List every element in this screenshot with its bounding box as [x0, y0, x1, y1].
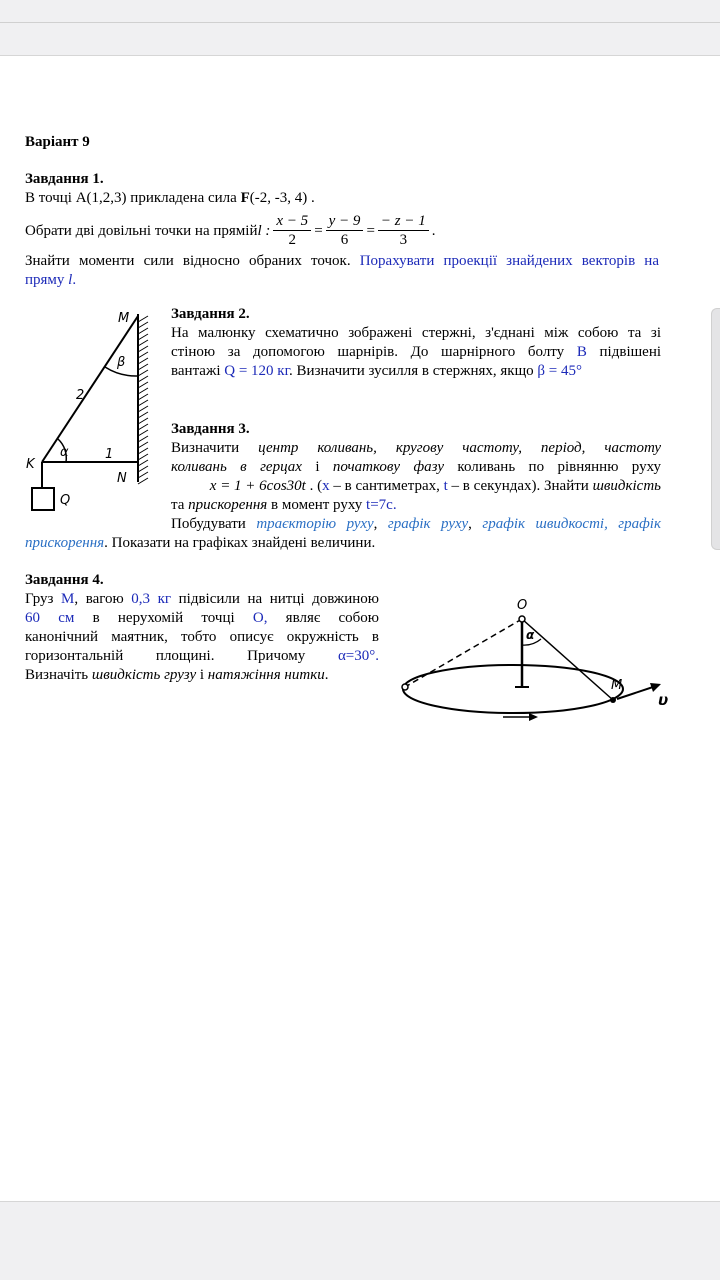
fraction-y: [326, 213, 364, 250]
bolt-label: B: [576, 344, 587, 360]
task4-text: Груз: [25, 591, 62, 607]
task4-line2: [25, 609, 379, 628]
task3-text: коливань по рівнянню руху: [457, 459, 662, 475]
pivot-o: [519, 616, 525, 622]
period: .: [431, 222, 436, 239]
label-v: υ: [658, 691, 669, 709]
hatch-line: [138, 472, 148, 478]
variable-x: x: [322, 478, 330, 494]
task4-text: площині.: [155, 648, 215, 664]
label-m: M: [611, 678, 623, 693]
hatch-line: [138, 358, 148, 364]
task2-line2: [171, 343, 661, 362]
point-label: O,: [252, 610, 268, 626]
task3-line5: [171, 515, 661, 534]
task3-link-term: графік руху: [387, 516, 469, 532]
rod-diagram: [20, 304, 160, 516]
mass-label: M: [61, 591, 75, 607]
document-page: [0, 55, 720, 1202]
task1-text: Обрати дві довільні точки на прямій: [25, 222, 258, 239]
task2-title: Завдання 2.: [171, 306, 250, 322]
task4-text: Визначіть: [25, 667, 92, 683]
task3-title: Завдання 3.: [171, 421, 250, 437]
label-o: O: [517, 598, 528, 613]
hatch-line: [138, 346, 148, 352]
hatch-line: [138, 460, 148, 466]
fraction-denominator: 3: [399, 231, 408, 248]
task1-line4: [25, 271, 76, 290]
task1-text: В точці A(1,2,3) прикладена сила: [25, 190, 241, 206]
fraction-numerator: y − 9: [326, 213, 364, 231]
beta-value: β = 45°: [537, 363, 582, 379]
fraction-z: [378, 213, 429, 250]
task3-term: період,: [540, 440, 586, 456]
task3-term: початкову фазу: [332, 459, 445, 475]
label-m: M: [118, 311, 130, 326]
direction-arrowhead: [529, 713, 538, 721]
hatch-line: [138, 322, 148, 328]
label-rod-2: 2: [76, 388, 85, 403]
mass-m: [610, 697, 616, 703]
task3-term: кругову частоту,: [395, 440, 522, 456]
hatch-line: [138, 454, 148, 460]
task3-text: Побудувати: [171, 516, 257, 532]
task4-text: , вагою: [74, 591, 132, 607]
task2-line1: На малюнку схематично зображені стержні, з'єднані між собою та зі: [171, 325, 661, 341]
task1-line2: [25, 208, 436, 254]
thread: [522, 619, 613, 700]
task3-text: і: [315, 459, 320, 475]
task3-text: в момент руху: [267, 497, 367, 513]
hatch-line: [138, 430, 148, 436]
task3-link-term: прискорення: [25, 535, 105, 551]
conical-pendulum-diagram: [395, 591, 680, 731]
load-value: Q = 120 кг: [224, 363, 290, 379]
variant-title: Варіант 9: [25, 134, 90, 150]
hatch-line: [138, 424, 148, 430]
weight-value: 0,3 кг: [131, 591, 172, 607]
task1-line3: [25, 252, 659, 271]
task3-link-term: траєкторію руху: [256, 516, 374, 532]
variable-t: t: [443, 478, 448, 494]
hatch-line: [138, 436, 148, 442]
hatch-line: [138, 400, 148, 406]
time-value: t=7c.: [366, 497, 397, 513]
hatch-line: [138, 466, 148, 472]
task3-text: ,: [373, 516, 388, 532]
task3-line2: [171, 458, 661, 477]
hatch-line: [138, 334, 148, 340]
hatch-line: [138, 418, 148, 424]
hatch-line: [138, 382, 148, 388]
task3-term: швидкість: [592, 478, 661, 494]
task1-highlight: пряму: [25, 272, 69, 288]
label-alpha: α: [60, 445, 69, 460]
task3-text: Визначити: [171, 440, 240, 456]
hatch-line: [138, 328, 148, 334]
fraction-denominator: 6: [340, 231, 349, 248]
dashed-thread: [405, 619, 522, 687]
label-k: K: [26, 457, 35, 472]
hatch-line: [138, 364, 148, 370]
task2-text: підвішені: [599, 344, 662, 360]
label-alpha: α: [526, 628, 535, 642]
task4-term: швидкість грузу: [91, 667, 197, 683]
fraction-numerator: − z − 1: [378, 213, 429, 231]
task2-text: стіною за допомогою шарнірів. До шарнірного болту: [171, 344, 565, 360]
task1-highlight: Порахувати проекції знайдених векторів на: [359, 253, 659, 269]
hatch-line: [138, 316, 148, 322]
task4-text: Причому: [247, 648, 306, 664]
force-vector: F: [240, 190, 250, 206]
hatch-line: [138, 412, 148, 418]
fraction-x: [273, 213, 311, 250]
task1-line1: [25, 189, 315, 208]
task2-text: . Визначити зусилля в стержнях, якщо: [289, 363, 538, 379]
period: .: [72, 272, 77, 288]
hatch-line: [138, 340, 148, 346]
label-beta: β: [117, 355, 126, 370]
task3-text: та: [171, 497, 189, 513]
hatch-line: [138, 394, 148, 400]
task3-line6: [25, 534, 375, 553]
task4-line5: [25, 666, 328, 685]
task4-term: натяжіння нитки: [207, 667, 325, 683]
hatch-line: [138, 370, 148, 376]
alpha-value: α=30°.: [337, 648, 380, 664]
scrollbar-handle[interactable]: [711, 308, 720, 550]
equals-sign: =: [366, 222, 375, 239]
fraction-numerator: x − 5: [273, 213, 311, 231]
task3-term: прискорення: [188, 497, 268, 513]
task3-line4: [171, 496, 397, 515]
task1-title: Завдання 1.: [25, 171, 104, 187]
task4-text: .: [324, 667, 329, 683]
load-box: [32, 488, 54, 510]
task2-text: вантажі: [171, 363, 225, 379]
task3-line3: [171, 477, 661, 496]
task3-text: . (: [305, 478, 323, 494]
hatch-line: [138, 442, 148, 448]
task3-text: – в секундах). Знайти: [447, 478, 593, 494]
task3-text: – в сантиметрах,: [329, 478, 444, 494]
line-label: l: [68, 272, 73, 288]
task4-text: горизонтальній: [25, 648, 124, 664]
circular-path: [403, 665, 623, 713]
label-rod-1: 1: [105, 447, 114, 462]
task1-text: Знайти моменти сили відносно обраних точок.: [25, 253, 360, 269]
rod-2: [42, 316, 138, 462]
task4-text: підвісили на нитці довжиною: [171, 591, 379, 607]
hatch-line: [138, 376, 148, 382]
task3-line1: [171, 439, 661, 458]
task4-text: в нерухомій точці: [92, 610, 235, 626]
task3-term: частоту: [604, 440, 662, 456]
top-divider: [0, 22, 720, 23]
task3-link-term: графік швидкості, графік: [482, 516, 661, 532]
fraction-denominator: 2: [288, 231, 297, 248]
mass-left: [402, 684, 408, 690]
task3-text: ,: [468, 516, 483, 532]
task2-line3: [171, 362, 582, 381]
task3-text: . Показати на графіках знайдені величини.: [104, 535, 376, 551]
hatch-line: [138, 388, 148, 394]
task3-term: коливань в герцах: [171, 459, 302, 475]
task4-line4: [25, 647, 379, 666]
hatch-line: [138, 478, 148, 484]
label-q: Q: [60, 493, 71, 508]
label-n: N: [117, 471, 127, 486]
force-components: (-2, -3, 4) .: [249, 190, 315, 206]
motion-equation: x = 1 + 6cos30t: [209, 478, 306, 494]
hatch-line: [138, 448, 148, 454]
equals-sign: =: [314, 222, 323, 239]
task3-term: центр коливань,: [258, 440, 377, 456]
task4-text: і: [196, 667, 208, 683]
hatch-line: [138, 352, 148, 358]
task4-text: являє собою: [285, 610, 379, 626]
line-label: l :: [257, 222, 271, 239]
task4-title: Завдання 4.: [25, 572, 104, 588]
hatch-line: [138, 406, 148, 412]
length-value: 60 см: [25, 610, 75, 626]
task4-line1: [25, 590, 379, 609]
task4-line3: канонічний маятник, тобто описує окружність в: [25, 629, 379, 645]
